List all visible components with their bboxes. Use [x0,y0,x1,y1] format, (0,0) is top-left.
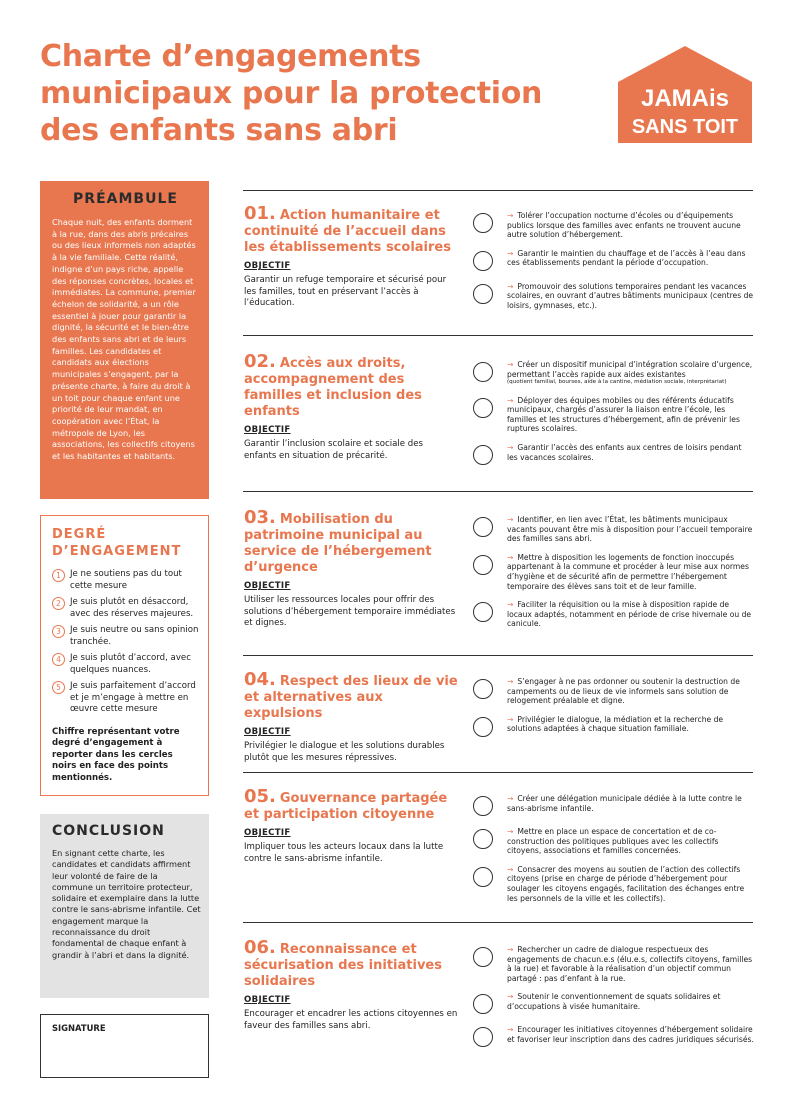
objective-text: Garantir un refuge temporaire et sécurisé pour les familles, tout en préservant l’accès à l’éducation. [244,275,447,308]
engagement-heading-line: D’ENGAGEMENT [52,544,182,559]
action-text-body: Déployer des équipes mobiles ou des référents éducatifs municipaux, chargés d’assurer la liaison entre l’école, les familles et les structures d’hébergement, afin de prévenir les ruptures scolaires. [507,395,740,434]
title-line: Charte d’engagements [40,39,421,74]
objective-label: OBJECTIF [244,581,291,591]
section-title [244,351,458,420]
engagement-circle[interactable] [473,867,493,887]
objective-label: OBJECTIF [244,995,291,1005]
section-divider [243,655,753,656]
action-text-body: Consacrer des moyens au soutien de l’action des collectifs citoyens (prise en charge de période d’hébergement pour soulager les citoyens engagés, facilitation des échanges entre les personnels de la ville et les collectifs). [507,864,745,903]
scale-number: 5 [52,681,65,694]
action-item [471,396,754,434]
jamais-sans-toit-logo [616,44,754,144]
action-text [507,865,754,903]
action-list [471,794,754,912]
action-item [471,443,754,467]
engagement-circle[interactable] [473,284,493,304]
action-text [507,443,754,462]
objective-label: OBJECTIF [244,261,291,271]
arrow-icon: → [507,827,514,836]
action-list [471,360,754,476]
arrow-icon: → [507,945,514,954]
engagement-circle[interactable] [473,517,493,537]
action-text [507,677,754,706]
preamble-heading: PRÉAMBULE [73,191,178,207]
arrow-icon: → [507,395,514,405]
action-text-body: Privilégier le dialogue, la médiation et la recherche de solutions adaptées à chaque situation familiale. [507,714,724,734]
section-number: 01. [244,203,276,224]
engagement-circle[interactable] [473,213,493,233]
engagement-heading [52,526,200,560]
section-title-text: Gouvernance partagée et participation citoyenne [244,791,448,822]
scale-text: Je ne soutiens pas du tout cette mesure [70,569,182,591]
scale-text: Je suis neutre ou sans opinion tranchée. [70,625,199,647]
engagement-circle[interactable] [473,602,493,622]
section-intro [244,507,458,630]
action-detail: (quotient familial, bourses, aide à la cantine, médiation sociale, interprétariat) [507,379,727,386]
engagement-circle[interactable] [473,362,493,382]
action-item [471,1025,754,1049]
action-item [471,827,754,856]
section-intro [244,669,458,764]
objective-text: Utiliser les ressources locales pour offrir des solutions d’hébergement temporaire immédiates et dignes. [244,595,456,628]
engagement-circle[interactable] [473,717,493,737]
scale-text: Je suis parfaitement d’accord et je m’engage à mettre en œuvre cette mesure [70,681,196,714]
conclusion-heading: CONCLUSION [52,823,165,839]
preamble-box [40,181,209,499]
section-number: 04. [244,669,276,690]
arrow-icon: → [507,794,514,803]
action-text [507,1025,754,1044]
action-text [507,211,754,240]
action-item [471,715,754,739]
action-text [507,827,754,856]
scale-number: 3 [52,625,65,638]
arrow-icon: → [507,360,514,369]
section-title-text: Respect des lieux de vie et alternatives aux expulsions [244,674,458,721]
action-text-body: Tolérer l’occupation nocturne d’écoles ou d’équipements publics lorsque des familles avec enfants ne trouvent aucune autre solution d’hébergement. [507,211,741,240]
arrow-icon: → [507,552,514,562]
action-text [507,282,754,311]
action-list [471,211,754,320]
scale-item [52,597,200,620]
engagement-circle[interactable] [473,796,493,816]
action-list [471,677,754,748]
action-text-body: Créer un dispositif municipal d’intégration scolaire d’urgence, permettant l’accès rapide aux aides existantes [507,360,753,379]
engagement-scale [52,569,200,716]
conclusion-text: En signant cette charte, les candidates et candidats affirment leur volonté de faire de la commune un territoire protecteur, solidaire et exemplaire dans la lutte contre le sans-abrisme infantile. Cet engagement marque la reconnaissance du droit fondamental de chaque enfant à grandir à l’abri et dans la dignité. [52,848,201,960]
scale-number: 2 [52,597,65,610]
action-text-body: Promouvoir des solutions temporaires pendant les vacances scolaires, en ouvrant d’autres bâtiments municipaux (centres de loisirs, gymnases, etc.). [507,281,754,310]
scale-number: 4 [52,653,65,666]
action-text-body: Faciliter la réquisition ou la mise à disposition rapide de locaux adaptés, notamment en période de crise hivernale ou de canicule. [507,600,752,629]
scale-item [52,681,200,716]
action-text-body: Garantir le maintien du chauffage et de l’accès à l’eau dans ces établissements pendant la période d’occupation. [507,248,746,268]
engagement-circle[interactable] [473,555,493,575]
signature-field[interactable] [40,1014,209,1078]
action-text [507,600,754,629]
scale-text: Je suis plutôt d’accord, avec quelques nuances. [70,653,191,675]
logo-line-2: SANS TOIT [631,116,739,138]
section-title [244,203,458,256]
section-number: 02. [244,351,276,372]
action-item [471,211,754,240]
engagement-circle[interactable] [473,1027,493,1047]
scale-item [52,625,200,648]
objective-text: Privilégier le dialogue et les solutions durables plutôt que les mesures répressives. [244,741,445,763]
section-number: 03. [244,507,276,528]
section-title [244,669,458,722]
objective-text: Garantir l’inclusion scolaire et sociale des enfants en situation de précarité. [244,439,423,461]
action-text [507,249,754,268]
objective-text: Impliquer tous les acteurs locaux dans la lutte contre le sans-abrisme infantile. [244,842,444,864]
engagement-circle[interactable] [473,947,493,967]
action-text-body: Soutenir le conventionnement de squats solidaires et d’occupations à visée humanitaire. [507,992,721,1011]
action-item [471,515,754,544]
action-text [507,553,754,591]
action-item [471,249,754,273]
engagement-circle[interactable] [473,994,493,1014]
action-item [471,282,754,311]
action-text [507,396,754,434]
action-text-body: Mettre en place un espace de concertation et de co-construction des politiques publiques avec les collectifs citoyens, associations et familles concernées. [507,827,719,856]
logo-line-1: JAMAis [640,85,730,112]
objective-text: Encourager et encadrer les actions citoyennes en faveur des familles sans abri. [244,1009,458,1031]
arrow-icon: → [507,677,514,686]
section-title-text: Action humanitaire et continuité de l’accueil dans les établissements scolaires [244,208,451,255]
preamble-text: Chaque nuit, des enfants dorment à la rue, dans des abris précaires ou des lieux informels non adaptés à la vie familiale. Cette réalité, indigne d’un pays riche, appelle des réponses concrètes, locales et immédiates. La commune, premier échelon de solidarité, a un rôle essentiel à jouer pour garantir la dignité, la sécurité et le bien-être des enfants sans abri et de leurs familles. Les candidates et candidats aux élections municipales s’engagent, par la présente charte, à faire du droit à un toit pour chaque enfant une priorité de leur mandat, en coopération avec l’État, la métropole de Lyon, les associations, les collectifs citoyens et les habitantes et habitants. [52,217,196,462]
action-item [471,865,754,903]
section-intro [244,786,458,865]
action-text-body: Garantir l’accès des enfants aux centres de loisirs pendant les vacances scolaires. [507,443,742,462]
signature-label: SIGNATURE [52,1023,106,1033]
section-divider [243,335,753,336]
action-text [507,992,754,1011]
arrow-icon: → [507,992,514,1002]
action-list [471,945,754,1058]
section-divider [243,922,753,923]
arrow-icon: → [507,600,514,610]
objective-label: OBJECTIF [244,727,291,737]
scale-item [52,653,200,676]
title-line: des enfants sans abri [40,113,398,148]
action-text [507,360,754,387]
action-text-body: Encourager les initiatives citoyennes d’hébergement solidaire et favoriser leur inscription dans des cadres juridiques sécurisés. [507,1025,754,1044]
arrow-icon: → [507,281,514,291]
section-title-text: Mobilisation du patrimoine municipal au service de l’hébergement d’urgence [244,512,432,575]
scale-text: Je suis plutôt en désaccord, avec des réserves majeures. [70,597,194,619]
action-text-body: Créer une délégation municipale dédiée à la lutte contre le sans-abrisme infantile. [507,794,742,813]
action-text-body: Mettre à disposition les logements de fonction inoccupés appartenant à la commune et procéder à leur mise aux normes d’hygiène et de sécurité afin de permettre l’hébergement temporaire des élèves sans toit et de leur famille. [507,552,749,591]
section-number: 05. [244,786,276,807]
action-text [507,945,754,983]
action-item [471,360,754,387]
conclusion-box [40,814,209,998]
action-text [507,515,754,544]
engagement-circle[interactable] [473,679,493,699]
engagement-heading-line: DEGRÉ [52,527,107,542]
action-item [471,677,754,706]
objective-label: OBJECTIF [244,828,291,838]
action-item [471,945,754,983]
action-item [471,992,754,1016]
section-number: 06. [244,937,276,958]
action-text-body: Identifier, en lien avec l’État, les bâtiments municipaux vacants pouvant être mis à disposition pour l’accueil temporaire des familles sans abri. [507,515,753,544]
arrow-icon: → [507,515,514,524]
arrow-icon: → [507,864,514,874]
objective-label: OBJECTIF [244,425,291,435]
section-divider [243,491,753,492]
title-line: municipaux pour la protection [40,76,543,111]
action-item [471,794,754,818]
section-title-text: Reconnaissance et sécurisation des initiatives solidaires [244,942,442,989]
engagement-note: Chiffre représentant votre degré d’engagement à reporter dans les cercles noirs en face des points mentionnés. [52,726,180,783]
section-title [244,937,458,990]
section-intro [244,937,458,1032]
engagement-circle[interactable] [473,445,493,465]
action-item [471,600,754,629]
engagement-circle[interactable] [473,398,493,418]
section-divider [243,772,753,773]
arrow-icon: → [507,248,514,258]
arrow-icon: → [507,1025,514,1035]
arrow-icon: → [507,211,514,220]
engagement-circle[interactable] [473,829,493,849]
section-divider [243,190,753,191]
action-list [471,515,754,638]
engagement-degree-box [40,515,209,796]
section-intro [244,203,458,310]
section-title-text: Accès aux droits, accompagnement des familles et inclusion des enfants [244,356,422,419]
scale-item [52,569,200,592]
page-title [40,38,580,149]
action-text [507,794,754,813]
section-title [244,786,458,823]
action-text-body: Rechercher un cadre de dialogue respectueux des engagements de chacun.e.s (élu.e.s, collectifs citoyens, familles à la rue) et favorable à la réalisation d’un objectif commun partagé : pas d’enfant à la rue. [507,945,753,983]
section-intro [244,351,458,462]
action-text-body: S’engager à ne pas ordonner ou soutenir la destruction de campements ou de lieux de vie informels sans solution de relogement préalable et digne. [507,677,740,706]
scale-number: 1 [52,569,65,582]
action-item [471,553,754,591]
engagement-circle[interactable] [473,251,493,271]
arrow-icon: → [507,443,514,453]
section-title [244,507,458,576]
arrow-icon: → [507,714,514,724]
action-text [507,715,754,734]
